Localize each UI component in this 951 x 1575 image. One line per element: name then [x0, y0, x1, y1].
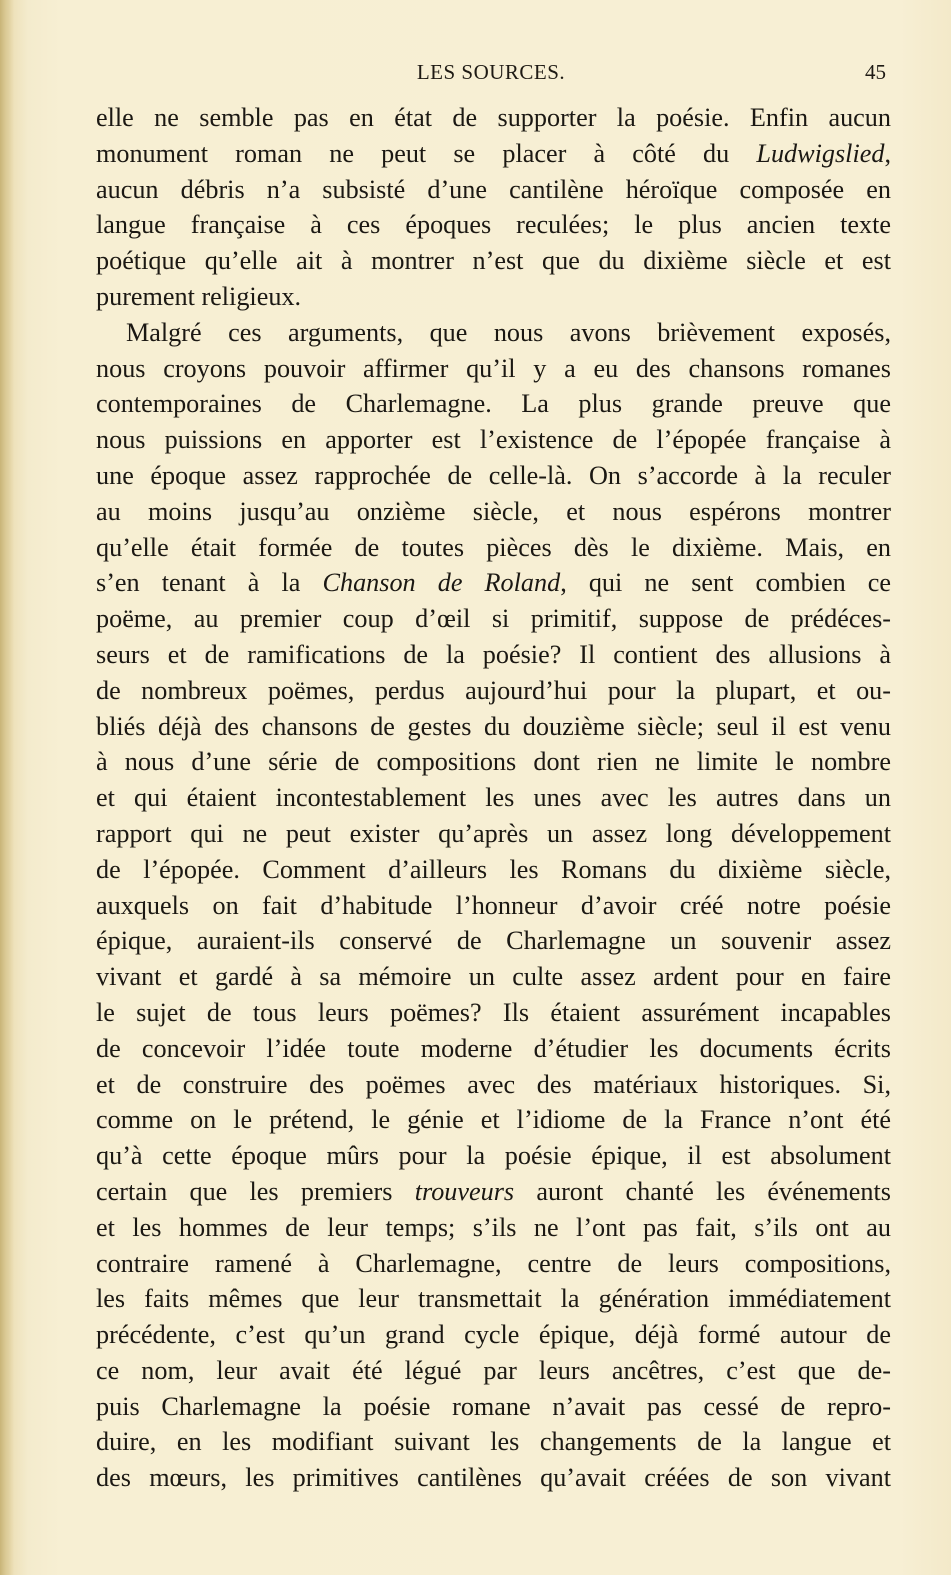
- text-line: duire, en les modifiant suivant les changements de la langue et: [96, 1427, 891, 1457]
- text-line: elle ne semble pas en état de supporter la poésie. Enfin aucun: [96, 103, 891, 132]
- text-line: rapport qui ne peut exister qu’après un assez long développement: [96, 818, 891, 848]
- text-line: comme on le prétend, le génie et l’idiome de la France n’ont été: [96, 1105, 891, 1135]
- text-line: le sujet de tous leurs poëmes? Ils étaient assurément incapables: [96, 997, 891, 1027]
- text-line: et de construire des poëmes avec des matériaux historiques. Si,: [96, 1069, 891, 1099]
- text-line: monument roman ne peut se placer à côté du Ludwigslied,: [96, 138, 891, 168]
- text-line: qu’à cette époque mûrs pour la poésie épique, il est absolument: [96, 1141, 891, 1171]
- text-line: au moins jusqu’au onzième siècle, et nous espérons montrer: [96, 496, 891, 526]
- text-line: puis Charlemagne la poésie romane n’avait pas cessé de repro-: [96, 1391, 891, 1421]
- running-title: LES SOURCES.: [416, 60, 566, 84]
- paragraph-start-line: Malgré ces arguments, que nous avons brièvement exposés,: [126, 317, 891, 347]
- body-text: [96, 100, 891, 1496]
- text-line: contemporaines de Charlemagne. La plus grande preuve que: [96, 389, 891, 419]
- text-line: aucun débris n’a subsisté d’une cantilène héroïque composée en: [96, 174, 891, 204]
- text-line: de nombreux poëmes, perdus aujourd’hui pour la plupart, et ou-: [96, 675, 891, 705]
- text-line: poëme, au premier coup d’œil si primitif, suppose de prédéces-: [96, 604, 891, 634]
- text-line: nous croyons pouvoir affirmer qu’il y a eu des chansons romanes: [96, 353, 891, 383]
- text-line: contraire ramené à Charlemagne, centre de leurs compositions,: [96, 1248, 891, 1278]
- page-number: 45: [865, 60, 886, 84]
- text-line: épique, auraient-ils conservé de Charlemagne un souvenir assez: [96, 926, 891, 956]
- text-line: langue française à ces époques reculées; le plus ancien texte: [96, 210, 891, 240]
- text-line: des mœurs, les primitives cantilènes qu’avait créées de son vivant: [96, 1463, 891, 1493]
- italic-title: Chanson de Roland: [322, 568, 561, 598]
- text-line: et qui étaient incontestablement les unes avec les autres dans un: [96, 783, 891, 813]
- text-line: ce nom, leur avait été légué par leurs ancêtres, c’est que de-: [96, 1355, 891, 1385]
- text-line: certain que les premiers trouveurs auront chanté les événements: [96, 1176, 891, 1206]
- text-line: et les hommes de leur temps; s’ils ne l’ont pas fait, s’ils ont au: [96, 1212, 891, 1242]
- text-line: bliés déjà des chansons de gestes du douzième siècle; seul il est venu: [96, 711, 891, 741]
- text-line: les faits mêmes que leur transmettait la génération immédiatement: [96, 1284, 891, 1314]
- italic-term: trouveurs: [414, 1176, 515, 1206]
- text-line: qu’elle était formée de toutes pièces dès le dixième. Mais, en: [96, 532, 891, 562]
- text-line: de concevoir l’idée toute moderne d’étudier les documents écrits: [96, 1033, 891, 1063]
- text-line: auxquels on fait d’habitude l’honneur d’avoir créé notre poésie: [96, 890, 891, 920]
- page-edge-shadow: [0, 0, 14, 1575]
- italic-title: Ludwigslied: [756, 138, 885, 168]
- text-line: précédente, c’est qu’un grand cycle épique, déjà formé autour de: [96, 1320, 891, 1350]
- text-line: de l’épopée. Comment d’ailleurs les Romans du dixième siècle,: [96, 854, 891, 884]
- text-line: poétique qu’elle ait à montrer n’est que du dixième siècle et est: [96, 246, 891, 276]
- text-line: vivant et gardé à sa mémoire un culte assez ardent pour en faire: [96, 962, 891, 992]
- text-line: nous puissions en apporter est l’existence de l’épopée française à: [96, 425, 891, 455]
- text-line: s’en tenant à la Chanson de Roland, qui ne sent combien ce: [96, 568, 891, 598]
- text-line: à nous d’une série de compositions dont rien ne limite le nombre: [96, 747, 891, 777]
- text-line: une époque assez rapprochée de celle-là. On s’accorde à la reculer: [96, 460, 891, 490]
- running-head: [96, 58, 886, 88]
- text-line: seurs et de ramifications de la poésie? Il contient des allusions à: [96, 639, 891, 669]
- paragraph-end-line: purement religieux.: [96, 281, 302, 311]
